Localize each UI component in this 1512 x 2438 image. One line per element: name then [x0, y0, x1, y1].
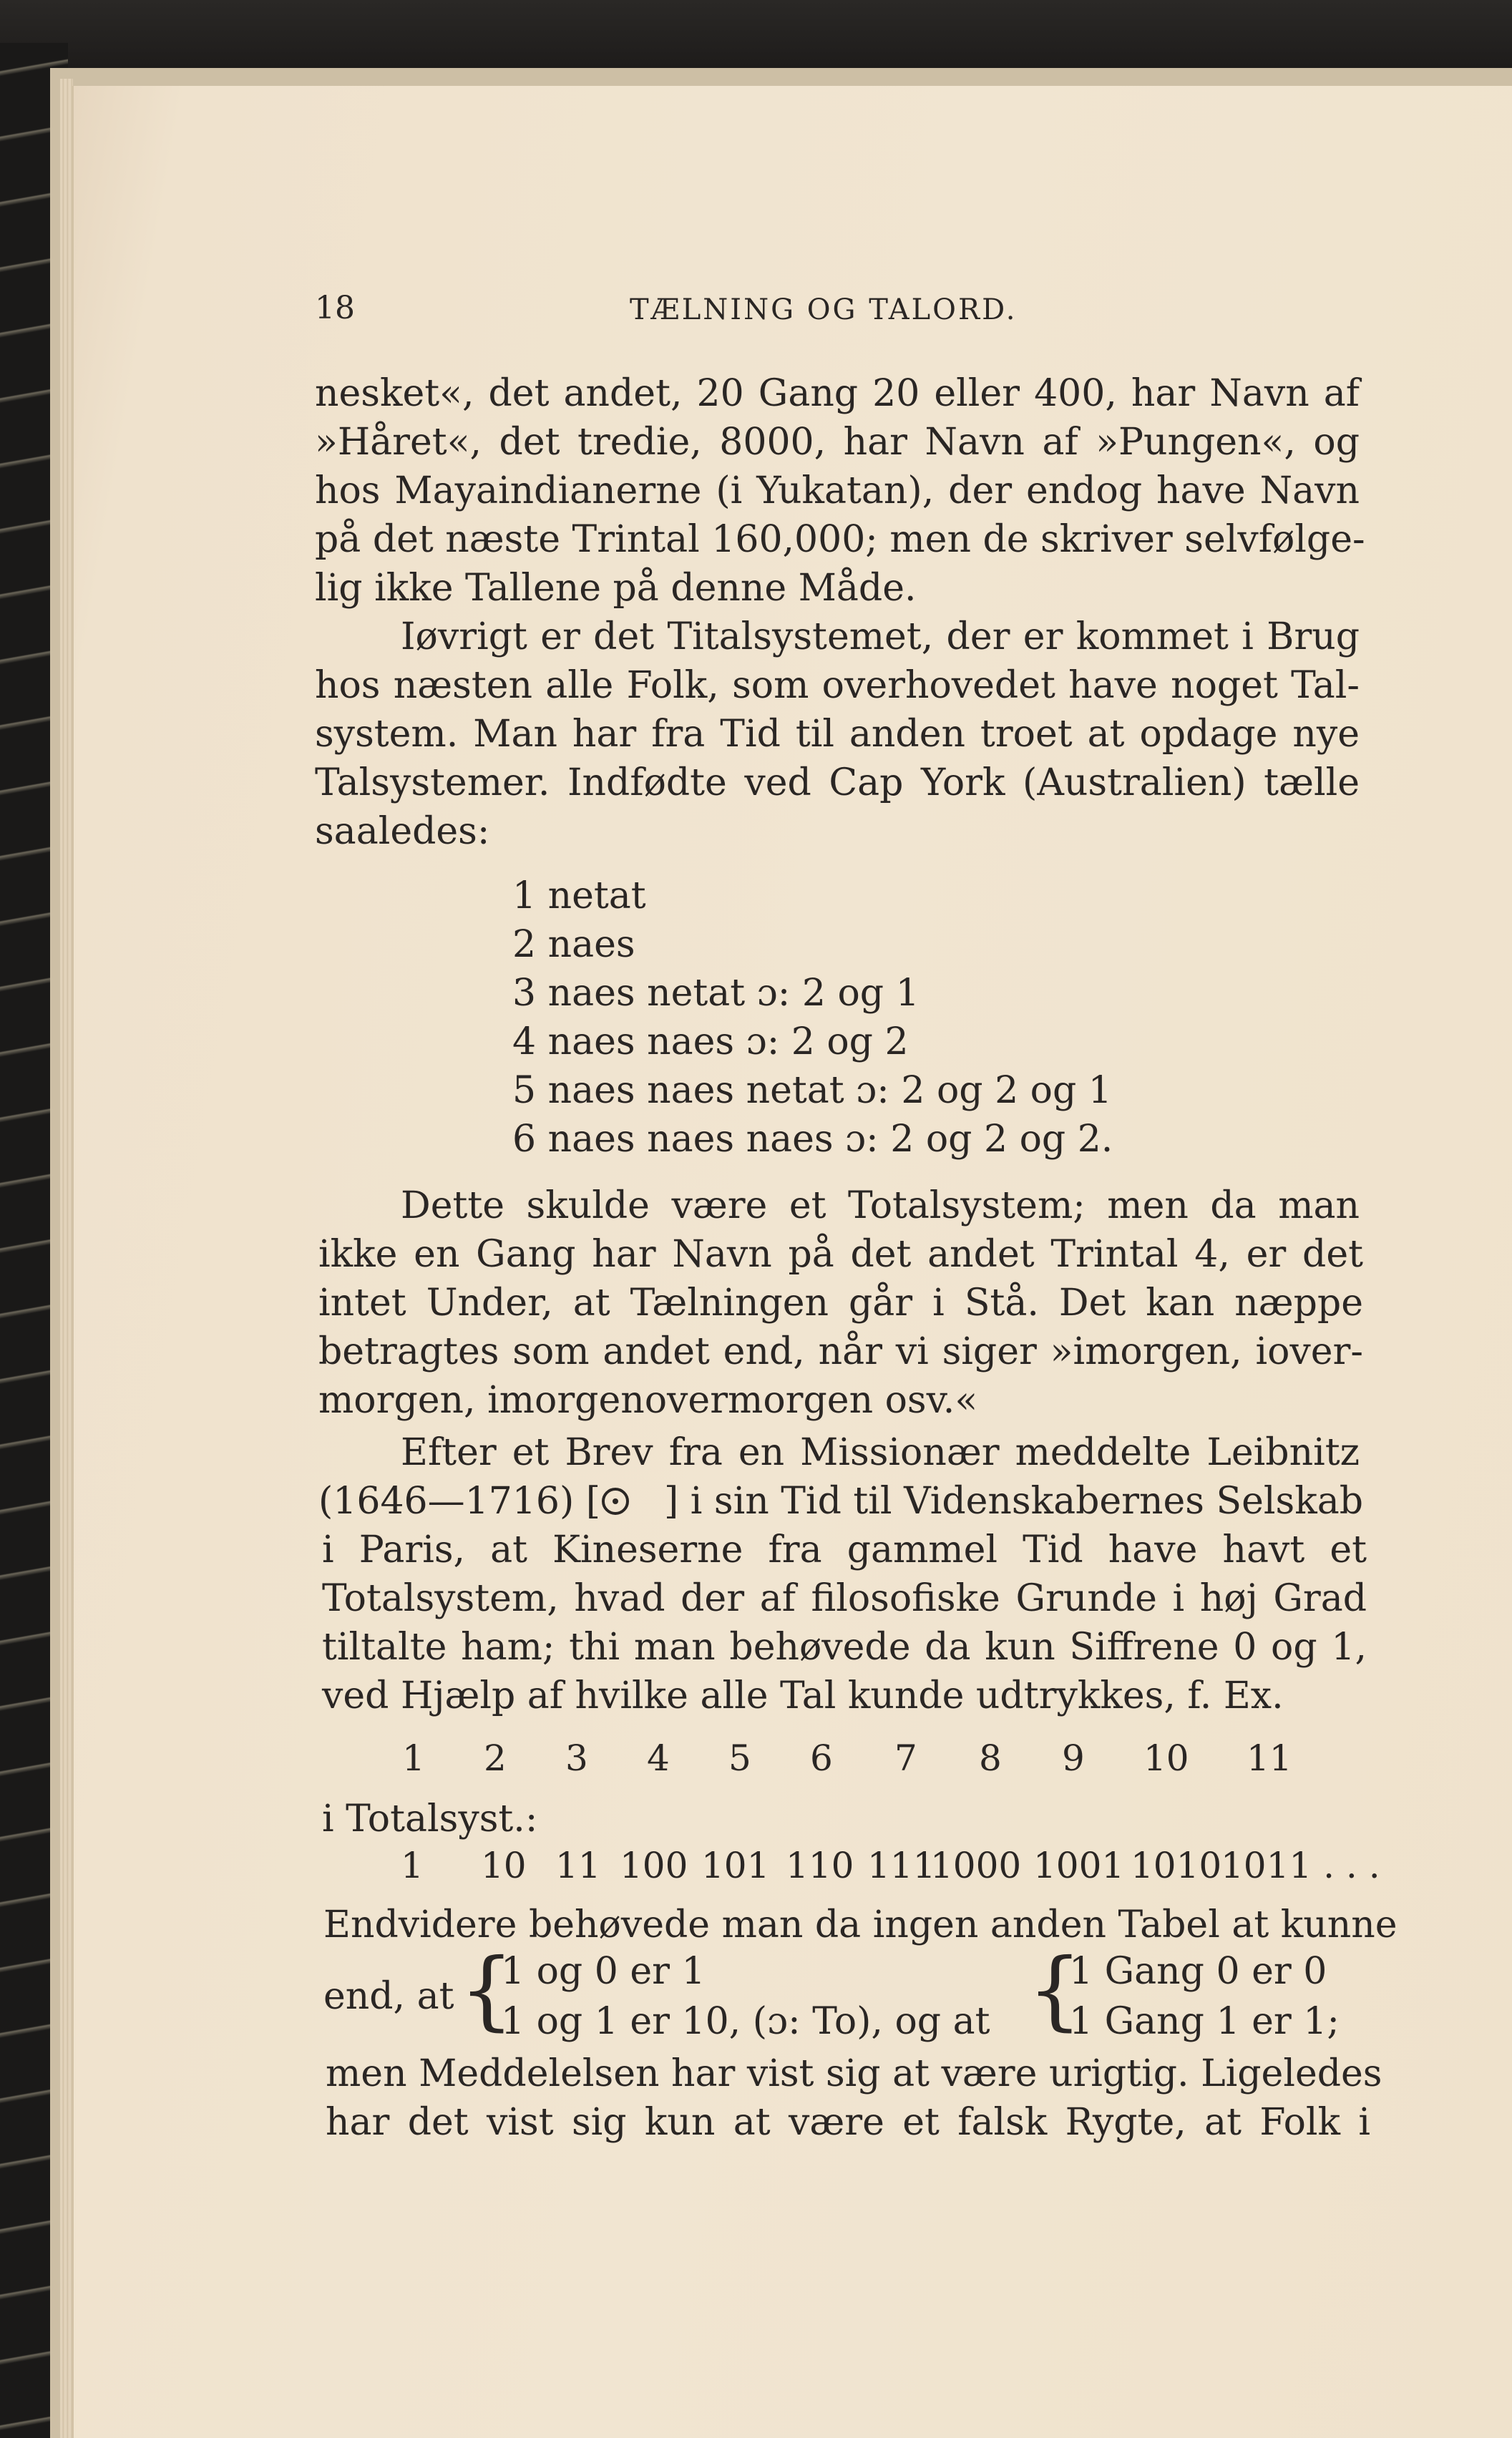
text-line: Iøvrigt er det Titalsystemet, der er kommet i Brug	[401, 615, 1360, 658]
decimal-number: 10	[1143, 1737, 1189, 1779]
decimal-number: 1	[402, 1737, 425, 1779]
decimal-number: 5	[728, 1737, 751, 1779]
text-line: morgen, imorgenovermorgen osv.«	[318, 1379, 978, 1422]
page-number: 18	[315, 290, 355, 326]
counting-item: 2 naes	[512, 923, 635, 966]
multiplication-rule: 1 Gang 1 er 1;	[1069, 2000, 1340, 2043]
text-line: system. Man har fra Tid til anden troet at opdage nye	[315, 713, 1360, 756]
text-line-with-symbol	[318, 1480, 1363, 1523]
counting-item: 3 naes netat ɔ: 2 og 1	[512, 972, 920, 1015]
text-line: Totalsystem, hvad der af filosofiske Grunde i høj Grad	[322, 1577, 1367, 1620]
text-line: Efter et Brev fra en Missionær meddelte Leibnitz	[401, 1431, 1360, 1474]
text-fragment: ] i sin Tid til Videnskabernes Selskab	[663, 1480, 1363, 1523]
multiplication-rule: 1 Gang 0 er 0	[1069, 1950, 1327, 1993]
binary-number: 110	[786, 1845, 854, 1886]
binary-number: 1001	[1033, 1845, 1125, 1886]
binary-number: 11	[555, 1845, 601, 1886]
text-line: lig ikke Tallene på denne Måde.	[315, 567, 917, 610]
addition-rule: 1 og 0 er 1	[501, 1950, 706, 1993]
decimal-number: 9	[1062, 1737, 1085, 1779]
binary-number: 1000	[930, 1845, 1022, 1886]
text-fragment: end, at	[323, 1975, 454, 2018]
decimal-number: 6	[810, 1737, 833, 1779]
sun-symbol-icon	[602, 1488, 629, 1515]
binary-number: 101	[701, 1845, 770, 1886]
binary-number: 10	[481, 1845, 527, 1886]
text-line: Endvidere behøvede man da ingen anden Tabel at kunne	[323, 1903, 1398, 1946]
counting-item: 6 naes naes naes ɔ: 2 og 2 og 2.	[512, 1118, 1113, 1161]
counting-item: 4 naes naes ɔ: 2 og 2	[512, 1020, 909, 1063]
text-line: betragtes som andet end, når vi siger »imorgen, iover-	[318, 1330, 1363, 1373]
counting-item: 1 netat	[512, 874, 646, 917]
text-line: ved Hjælp af hvilke alle Tal kunde udtrykkes, f. Ex.	[322, 1674, 1284, 1717]
decimal-number: 11	[1247, 1737, 1292, 1779]
decimal-number: 3	[565, 1737, 588, 1779]
text-line: nesket«, det andet, 20 Gang 20 eller 400, har Navn af	[315, 372, 1360, 415]
text-line: men Meddelelsen har vist sig at være urigtig. Ligeledes	[326, 2052, 1382, 2095]
running-title: TÆLNING OG TALORD.	[630, 293, 1018, 326]
left-brace-icon: {	[1028, 1941, 1083, 2040]
counting-item: 5 naes naes netat ɔ: 2 og 2 og 1	[512, 1069, 1112, 1112]
text-line: ikke en Gang har Navn på det andet Trintal 4, er det	[318, 1233, 1363, 1276]
text-line: har det vist sig kun at være et falsk Rygte, at Folk i	[326, 2101, 1370, 2144]
binary-number: 111	[867, 1845, 936, 1886]
decimal-number: 8	[979, 1737, 1002, 1779]
addition-rule: 1 og 1 er 10, (ɔ: To), og at	[501, 2000, 990, 2043]
decimal-number: 2	[484, 1737, 507, 1779]
text-line: »Håret«, det tredie, 8000, har Navn af »Pungen«, og	[315, 421, 1360, 464]
left-brace-icon: {	[459, 1941, 514, 2040]
binary-label: i Totalsyst.:	[322, 1798, 538, 1840]
text-line: Talsystemer. Indfødte ved Cap York (Australien) tælle	[315, 761, 1360, 804]
decimal-number: 7	[894, 1737, 917, 1779]
text-line: i Paris, at Kineserne fra gammel Tid have havt et	[322, 1528, 1367, 1571]
binary-number: 1011 . . .	[1221, 1845, 1380, 1886]
text-line: på det næste Trintal 160,000; men de skriver selvfølge-	[315, 518, 1365, 561]
binary-number: 100	[620, 1845, 688, 1886]
binary-number: 1010	[1131, 1845, 1222, 1886]
text-line: hos Mayaindianerne (i Yukatan), der endog have Navn	[315, 469, 1360, 512]
binary-number: 1	[401, 1845, 424, 1886]
book-cover-top	[0, 0, 1512, 79]
decimal-number: 4	[647, 1737, 670, 1779]
text-fragment: (1646—1716) [	[318, 1480, 601, 1523]
text-line: tiltalte ham; thi man behøvede da kun Siffrene 0 og 1,	[322, 1626, 1367, 1669]
text-line: hos næsten alle Folk, som overhovedet have noget Tal-	[315, 664, 1360, 707]
text-line: saaledes:	[315, 810, 490, 853]
text-line: Dette skulde være et Totalsystem; men da man	[401, 1184, 1360, 1227]
text-line: intet Under, at Tælningen går i Stå. Det kan næppe	[318, 1282, 1363, 1325]
